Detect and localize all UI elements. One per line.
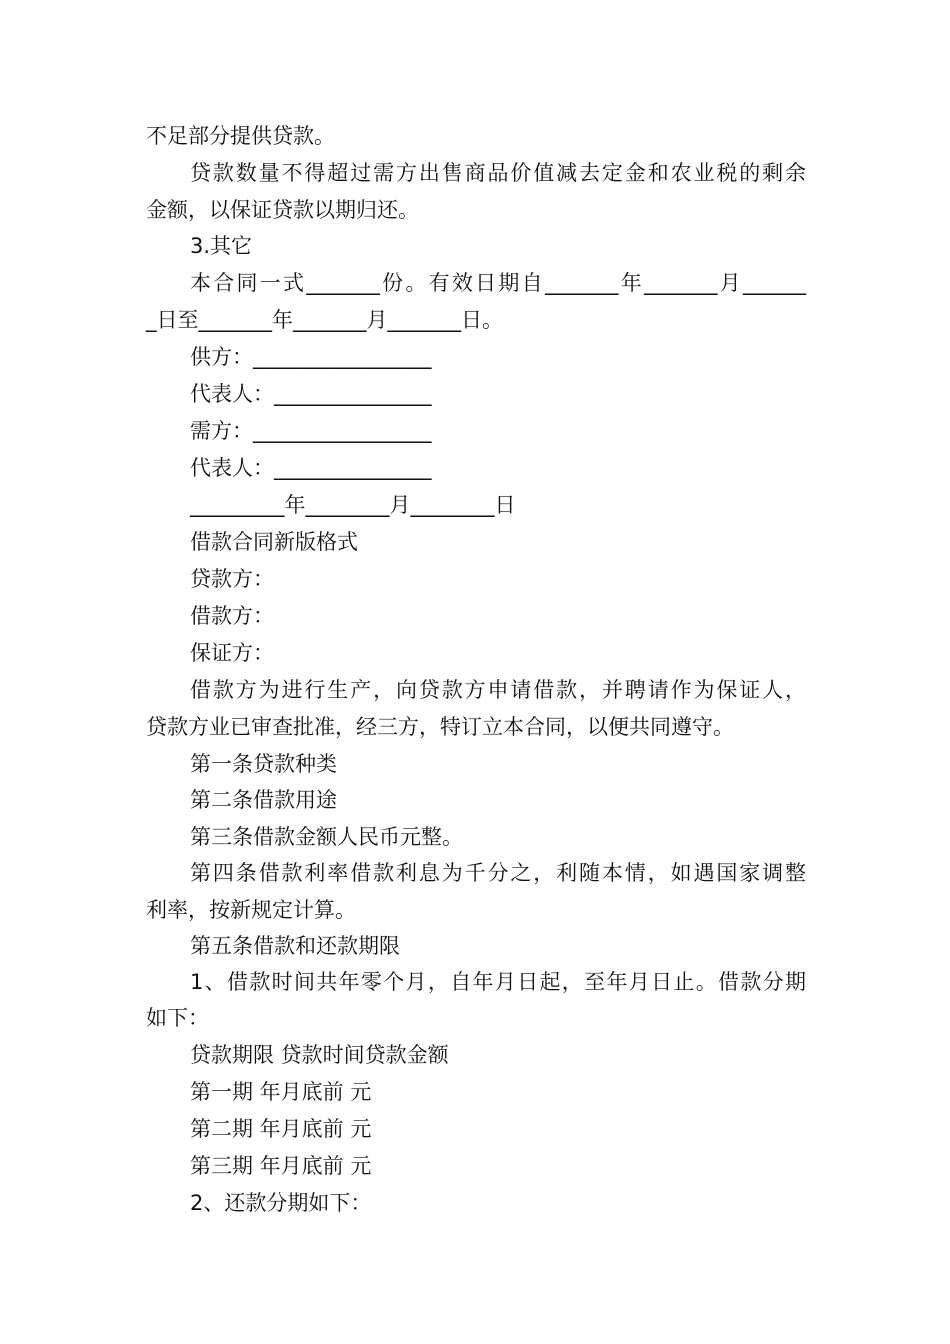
- text-line: 代表人：_______________: [190, 382, 432, 406]
- text-line: 借款方：: [190, 604, 274, 628]
- text-line: 借款方为进行生产，向贷款方申请借款，并聘请作为保证人，: [190, 678, 806, 702]
- text-line: 第四条借款利率借款利息为千分之，利随本情，如遇国家调整: [190, 861, 806, 885]
- text-line: 第五条借款和还款期限: [190, 934, 400, 958]
- text-line: 3.其它: [190, 234, 253, 258]
- text-line: 贷款方：: [190, 567, 274, 591]
- text-line: 金额，以保证贷款以期归还。: [146, 198, 419, 222]
- text-line: _日至_______年_______月_______日。: [146, 308, 503, 332]
- text-line: 第二条借款用途: [190, 788, 337, 812]
- text-line: 第三期 年月底前 元: [190, 1154, 372, 1178]
- text-line: 第三条借款金额人民币元整。: [190, 825, 463, 849]
- text-line: 1、借款时间共年零个月，自年月日起，至年月日止。借款分期: [190, 970, 806, 994]
- text-line: 如下：: [146, 1006, 209, 1030]
- text-line: 第二期 年月底前 元: [190, 1117, 372, 1141]
- text-line: 第一条贷款种类: [190, 752, 337, 776]
- text-line: 贷款期限 贷款时间贷款金额: [190, 1043, 449, 1067]
- text-line: 代表人：_______________: [190, 456, 432, 480]
- text-line: 贷款数量不得超过需方出售商品价值减去定金和农业税的剩余: [190, 161, 806, 185]
- text-line: 第一期 年月底前 元: [190, 1080, 372, 1104]
- text-line: 2、还款分期如下：: [190, 1191, 372, 1215]
- text-line: 贷款方业已审查批准，经三方，特订立本合同，以便共同遵守。: [146, 715, 734, 739]
- text-line: 供方：_________________: [190, 345, 432, 369]
- text-line: 本合同一式_______份。有效日期自_______年_______月______: [190, 271, 806, 295]
- text-line: 保证方：: [190, 641, 274, 665]
- text-line: 利率，按新规定计算。: [146, 898, 356, 922]
- text-line: _________年________月________日: [190, 493, 516, 517]
- text-line: 需方：_________________: [190, 419, 432, 443]
- text-line: 借款合同新版格式: [190, 530, 358, 554]
- text-line: 不足部分提供贷款。: [146, 124, 335, 148]
